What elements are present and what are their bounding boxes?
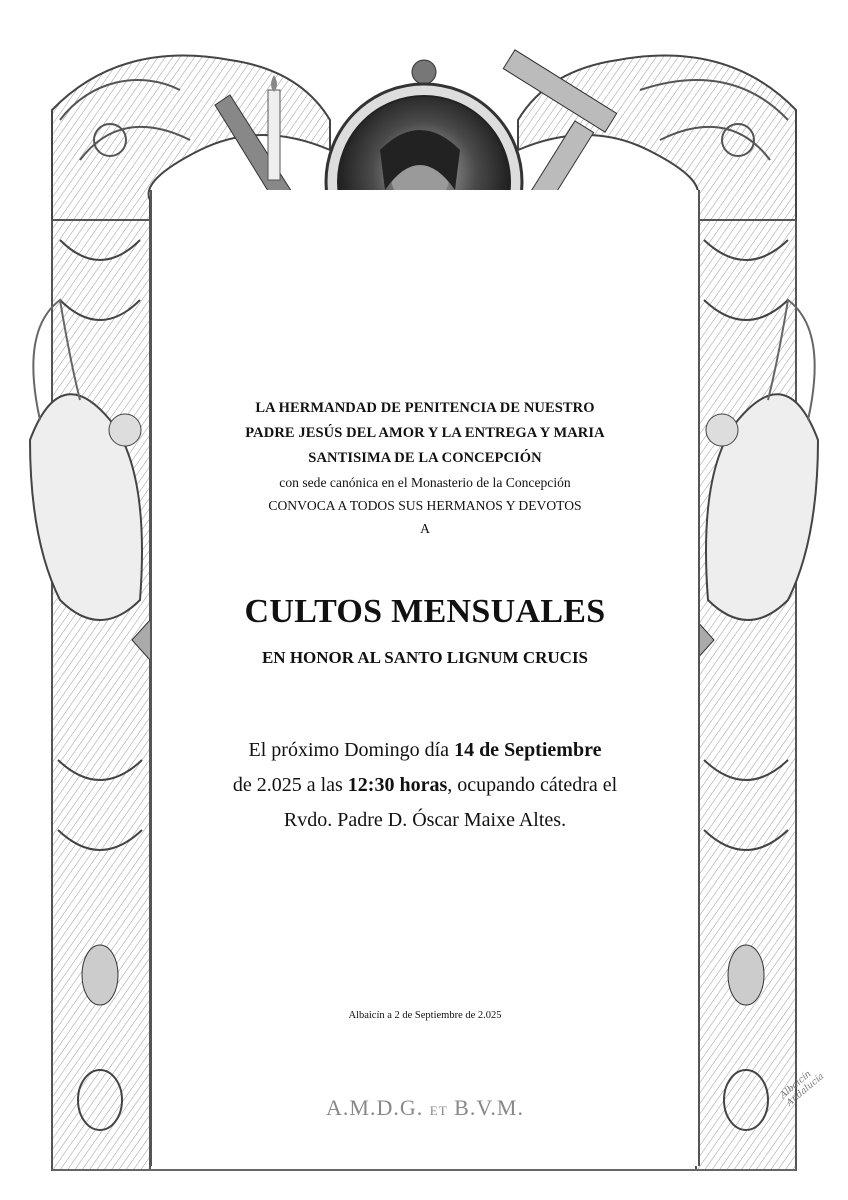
brotherhood-header xyxy=(152,396,698,540)
announcement-line-1-text: El próximo Domingo día xyxy=(248,739,455,761)
announcement-panel xyxy=(150,190,700,1166)
subtitle: EN HONOR AL SANTO LIGNUM CRUCIS xyxy=(261,648,589,667)
announcement-line-2 xyxy=(152,768,698,803)
announcement-body xyxy=(152,733,698,838)
announcement-line-2-end: , ocupando cátedra el xyxy=(447,774,618,796)
announcement-line-3: Rvdo. Padre D. Óscar Maixe Altes. xyxy=(283,809,567,831)
event-date: 14 de Septiembre xyxy=(454,739,602,761)
event-time: 12:30 horas xyxy=(347,774,448,796)
announcement-line-1 xyxy=(152,733,698,768)
header-line-5: CONVOCA A TODOS SUS HERMANOS Y DEVOTOS xyxy=(268,498,582,513)
motto xyxy=(152,1095,698,1121)
artist-signature: Albaicín Andalucía xyxy=(778,1069,827,1109)
motto-et: ET xyxy=(429,1103,448,1118)
header-line-1: LA HERMANDAD DE PENITENCIA DE NUESTRO xyxy=(255,400,595,416)
announcement-line-2-text: de 2.025 a las xyxy=(232,774,348,796)
dateline: Albaicín a 2 de Septiembre de 2.025 xyxy=(348,1010,502,1021)
header-line-6: A xyxy=(420,521,430,536)
motto-end: B.V.M. xyxy=(454,1095,524,1120)
main-title: CULTOS MENSUALES xyxy=(244,593,606,630)
motto-main: A.M.D.G. xyxy=(326,1095,424,1120)
header-line-4: con sede canónica en el Monasterio de la Concepción xyxy=(279,475,571,490)
left-pillar xyxy=(30,220,168,1170)
header-line-2: PADRE JESÚS DEL AMOR Y LA ENTREGA Y MARIA xyxy=(245,425,605,441)
header-line-3: SANTISIMA DE LA CONCEPCIÓN xyxy=(308,450,542,466)
